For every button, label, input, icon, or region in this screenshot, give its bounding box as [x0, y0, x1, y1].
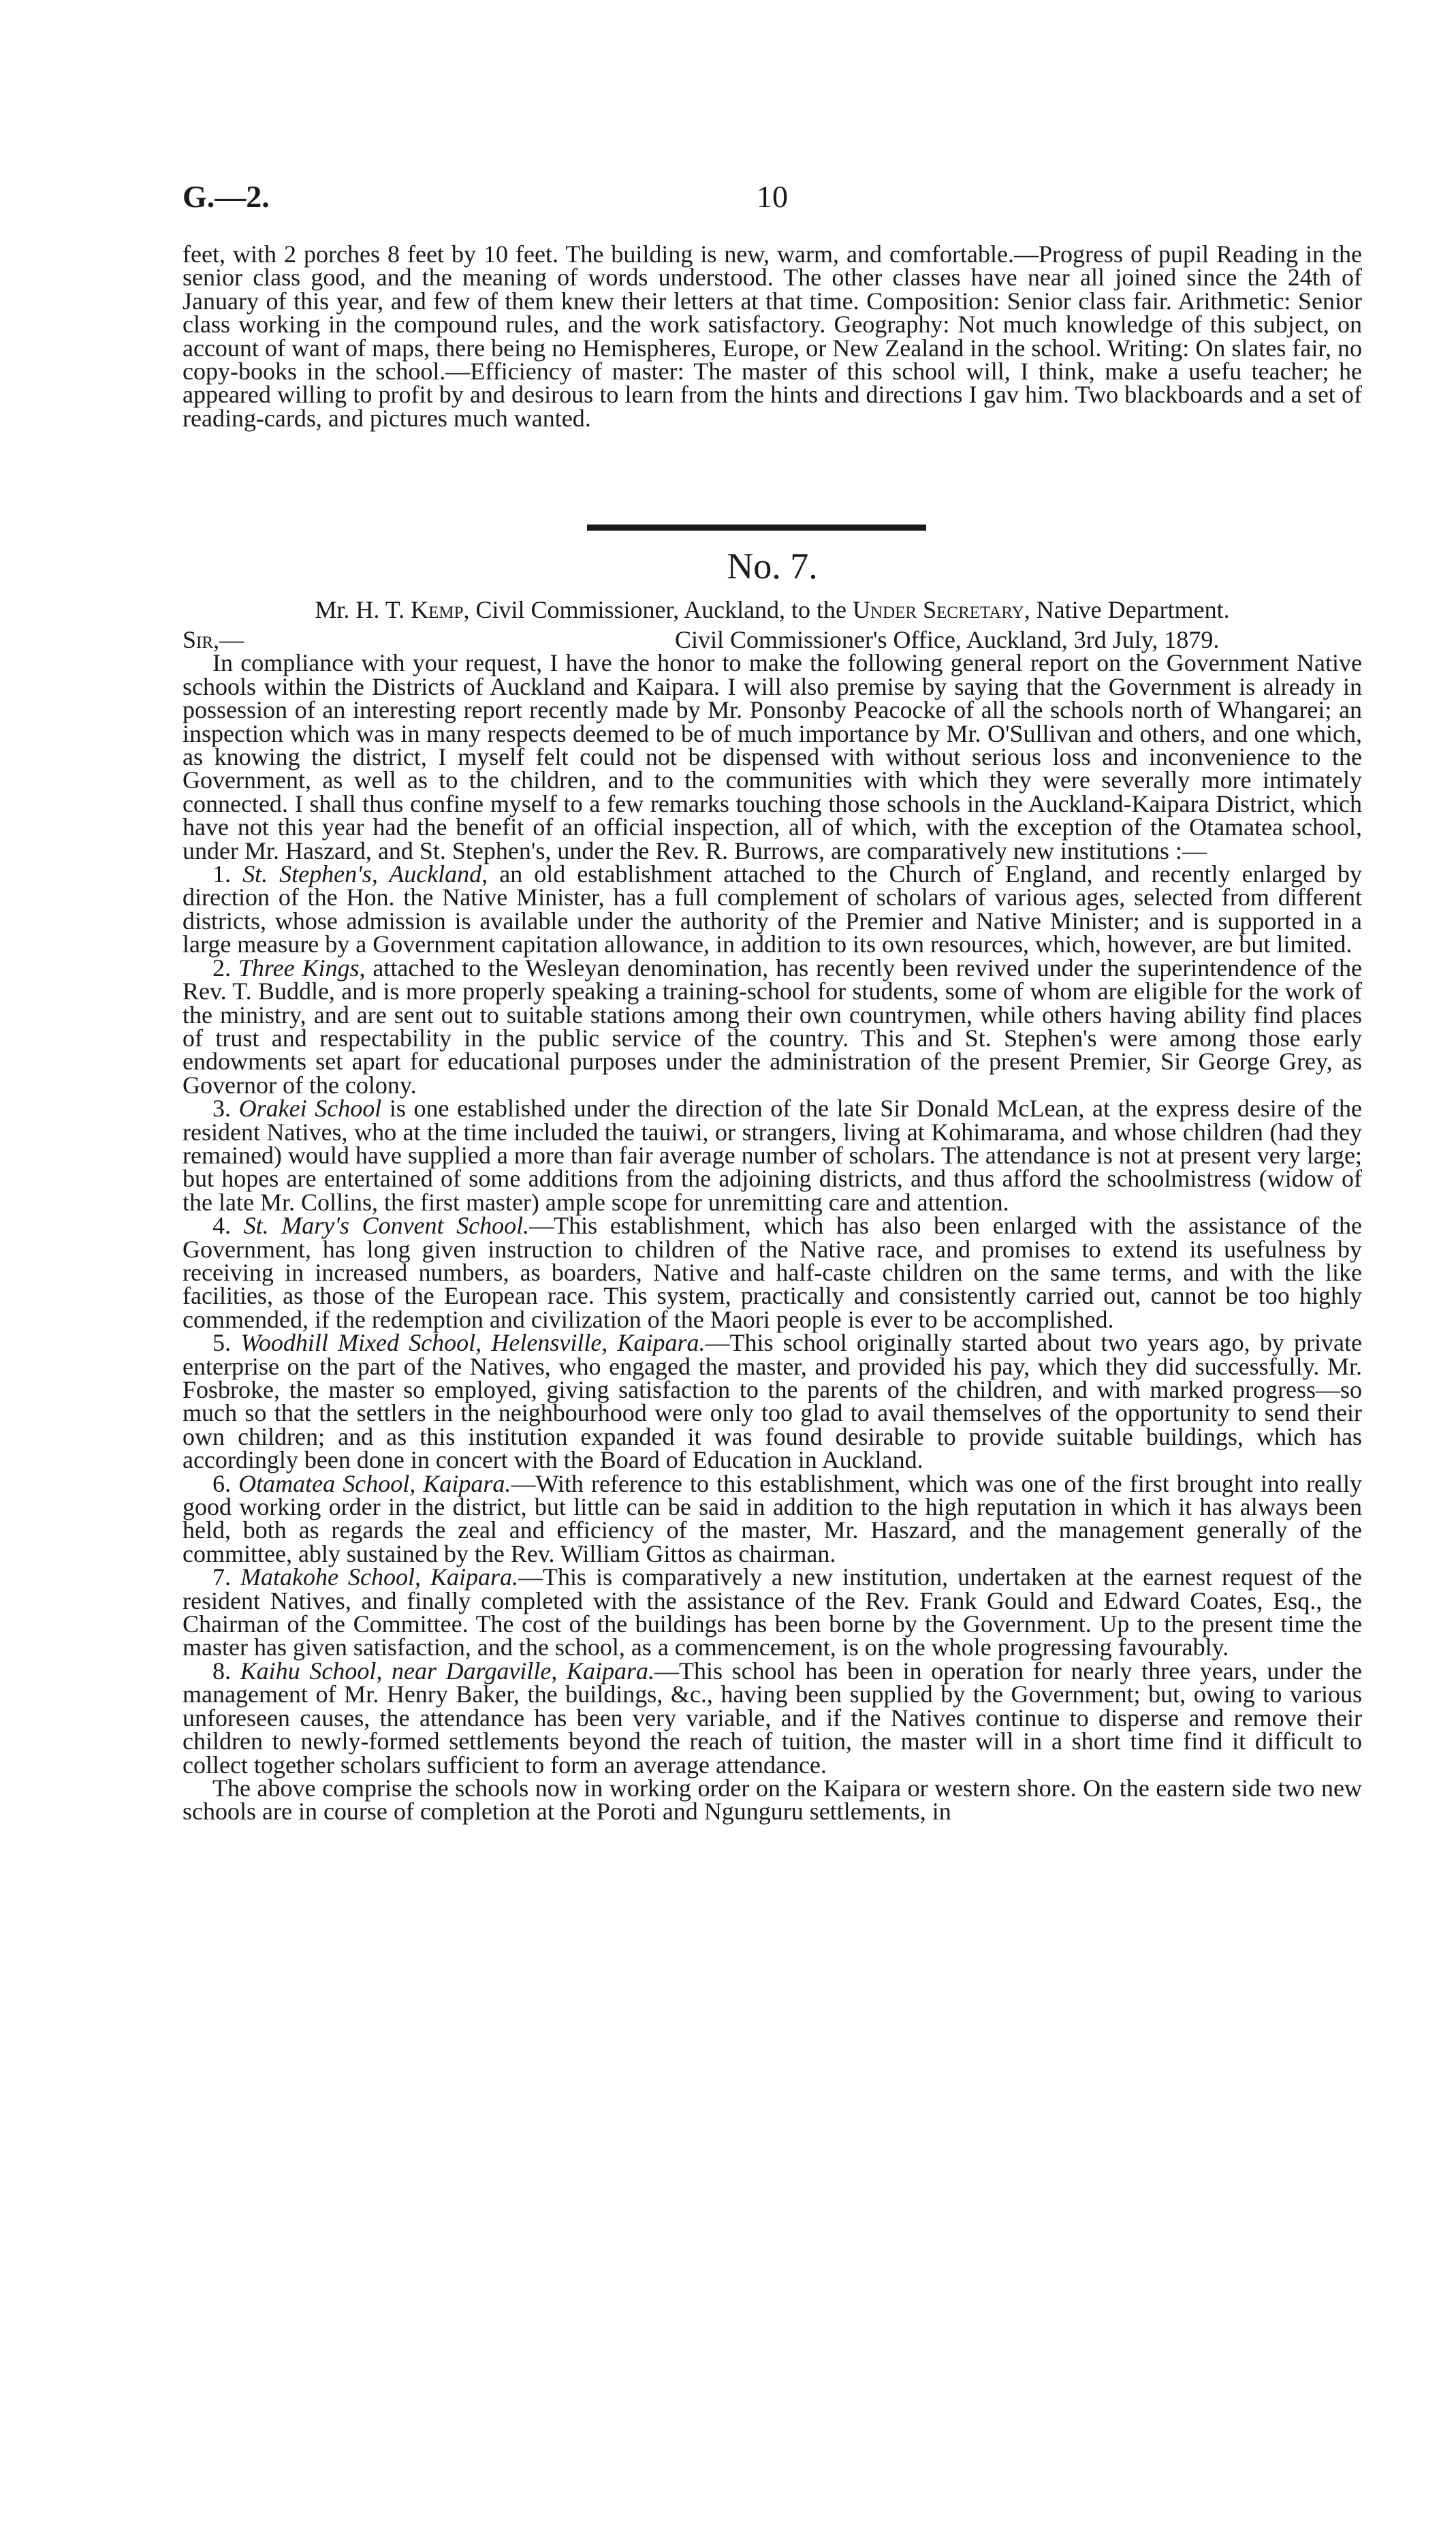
intro-paragraph: In compliance with your request, I have the honor to make the following general report on the Government Native schools within the Districts of Auckland and Kaipara. I will also premise by saying that the Government is already in possession of an interesting report recently made by Mr. Ponsonby Peacocke of all the schools north of Whangarei; an inspection which was in many respects deemed to be of much importance by Mr. O'Sullivan and others, and one which, as knowing the district, I myself felt could not be dispensed with without serious loss and inconvenience to the Government, as well as to the children, and to the communities with which they were severally more intimately connected. I shall thus confine myself to a few remarks touching those schools in the Auckland-Kaipara District, which have not this year had the benefit of an official inspection, all of which, with the exception of the Otamatea school, under Mr. Haszard, and St. Stephen's, under the Rev. R. Burrows, are comparatively new institutions :— [183, 649, 1362, 864]
school-item: 6. Otamatea School, Kaipara.—With reference to this establishment, which was one of the first brought into really good working order in the district, but little can be said in addition to the high reputation in which it has always been held, both as regards the zeal and efficiency of the master, Mr. Haszard, and the management generally of the committee, ably sustained by the Rev. William Gittos as chairman. [183, 1469, 1363, 1567]
salutation: Sir,— [183, 626, 244, 654]
school-item: 3. Orakei School is one established under the direction of the late Sir Donald McLean, at the express desire of the resident Natives, who at the time included the tauiwi, or strangers, living at Kohimarama, and whose children (had they remained) would have supplied a more than fair average number of scholars. The attendance is not at present very large; but hopes are entertained of some additions from the adjoining districts, and thus afford the schoolmistress (widow of the late Mr. Collins, the first master) ample scope for unremitting care and attention. [183, 1095, 1363, 1216]
previous-report-continuation [183, 240, 1362, 432]
school-item: 7. Matakohe School, Kaipara.—This is comparatively a new institution, undertaken at the earnest request of the resident Natives, and finally completed with the assistance of the Rev. Frank Gould and Edward Coates, Esq., the Chairman of the Committee. The cost of the buildings has been borne by the Government. Up to the present time the master has given satisfaction, and the school, as a commencement, is on the whole progressing favourably. [183, 1563, 1363, 1661]
school-item: 2. Three Kings, attached to the Wesleyan denomination, has recently been revived under the superintendence of the Rev. T. Buddle, and is more properly speaking a training-school for students, some of whom are eligible for the work of the ministry, and are sent out to suitable stations among their own countrymen, while others having ability find places of trust and respectability in the public service of the country. This and St. Stephen's were among those early endowments set apart for educational purposes under the administration of the present Premier, Sir George Grey, as Governor of the colony. [183, 954, 1362, 1099]
school-item: 1. St. Stephen's, Auckland, an old establishment attached to the Church of England, and recently enlarged by direction of the Hon. the Native Minister, has a full complement of scholars of various ages, selected from different districts, whose admission is available under the authority of the Premier and Native Minister; and is supported in a large measure by a Government capitation allowance, in addition to its own resources, which, however, are but limited. [183, 860, 1363, 958]
letter-number: No. 7. [727, 546, 818, 586]
school-item: 8. Kaihu School, near Dargaville, Kaipara.—This school has been in operation for nearly three years, under the management of Mr. Henry Baker, the buildings, &c., having been supplied by the Government; but, owing to various unforeseen causes, the attendance has been very variable, and if the Natives continue to disperse and remove their children to newly-formed settlements beyond the reach of tuition, the master will in a short time find it difficult to collect together scholars sufficient to form an average attendance. [183, 1657, 1362, 1779]
salutation-line [183, 625, 1362, 654]
closing-paragraph: The above comprise the schools now in working order on the Kaipara or western shore. On the eastern side two new schools are in course of completion at the Poroti and Ngunguru settlements, in [183, 1774, 1362, 1826]
dateline: Civil Commissioner's Office, Auckland, 3rd July, 1879. [675, 626, 1220, 654]
page-number: 10 [757, 179, 788, 214]
letter-title: Mr. H. T. Kemp, Civil Commissioner, Auckland, to the Under Secretary, Native Department. [315, 596, 1230, 623]
school-item: 4. St. Mary's Convent School.—This establishment, which has also been enlarged with the assistance of the Government, has long given instruction to children of the Native race, and promises to extend its usefulness by receiving in increased numbers, as boarders, Native and half-caste children on the same terms, and with the like facilities, as those of the European race. This system, practically and consistently carried out, cannot be too highly commended, if the redemption and civilization of the Maori people is ever to be accomplished. [183, 1212, 1362, 1333]
section-divider [587, 525, 926, 531]
letter-body [183, 598, 1362, 1824]
report-reference: G.—2. [183, 179, 270, 214]
page-header [183, 178, 1362, 219]
school-item: 5. Woodhill Mixed School, Helensville, Kaipara.—This school originally started about two years ago, by private enterprise on the part of the Natives, who engaged the master, and provided his pay, which they did successfully. Mr. Fosbroke, the master so employed, giving satisfaction to the parents of the children, and with marked progress—so much so that the settlers in the neighbourhood were only too glad to avail themselves of the opportunity to send their own children; and as this institution expanded it was found desirable to provide suitable buildings, which has accordingly been done in concert with the Board of Education in Auckland. [183, 1329, 1362, 1474]
continuation-paragraph: feet, with 2 porches 8 feet by 10 feet. The building is new, warm, and comfortable.—Progress of pupil Reading in the senior class good, and the meaning of words understood. The other classes have near all joined since the 24th of January of this year, and few of them knew their letters at that time. Composition: Senior class fair. Arithmetic: Senior class working in the compound rules, and the work satisfactory. Geography: Not much knowledge of this subject, on account of want of maps, there being no Hemispheres, Europe, or New Zealand in the school. Writing: On slates fair, no copy-books in the school.—Efficiency of master: The master of this school will, I think, make a usefu teacher; he appeared willing to profit by and desirous to learn from the hints and directions I gav him. Two blackboards and a set of reading-cards, and pictures much wanted. [183, 240, 1362, 432]
